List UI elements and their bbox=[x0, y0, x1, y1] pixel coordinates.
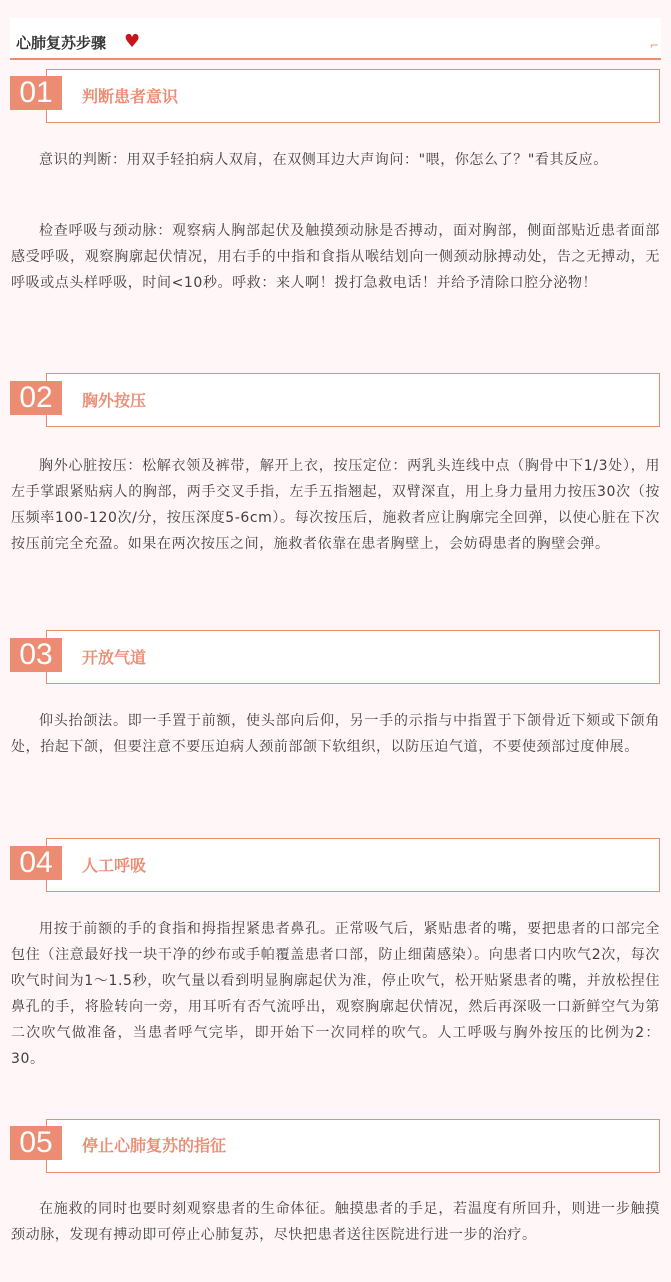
paragraph-breathing-check: 检查呼吸与颈动脉：观察病人胸部起伏及触摸颈动脉是否搏动，面对胸部，侧面部贴近患者面部感受呼吸，观察胸廓起伏情况，用右手的中指和食指从喉结划向一侧颈动脉搏动处，告之无搏动，无呼吸或点头样呼吸，时间<10秒。呼救：来人啊！拨打急救电话！并给予清除口腔分泌物！ bbox=[11, 223, 660, 291]
corner-mark: ⌐ bbox=[649, 39, 659, 52]
paragraph-chest-compression: 胸外心脏按压：松解衣领及裤带，解开上衣，按压定位：两乳头连线中点（胸骨中下1/3处），用左手掌跟紧贴病人的胸部，两手交叉手指，左手五指翘起，双臂深直，用上身力量用力按压30次（按压频率100-120次/分，按压深度5-6cm）。每次按压后，施救者应让胸廓完全回弹，以使心脏在下次按压前完全充盈。如果在两次按压之间，施救者依靠在患者胸壁上，会妨碍患者的胸壁会弹。 bbox=[11, 458, 660, 552]
paragraph-stop-cpr: 在施救的同时也要时刻观察患者的生命体征。触摸患者的手足，若温度有所回升，则进一步触摸颈动脉，发现有搏动即可停止心肺复苏，尽快把患者送往医院进行进一步的治疗。 bbox=[11, 1201, 660, 1243]
section-title: 胸外按压 bbox=[82, 391, 147, 410]
section-title: 停止心肺复苏的指征 bbox=[82, 1136, 227, 1155]
page-header bbox=[10, 18, 661, 60]
section-number-badge: 01 bbox=[10, 76, 62, 110]
heart-icon: ♥ bbox=[124, 31, 141, 52]
section-number-badge: 02 bbox=[10, 381, 62, 415]
paragraph-consciousness: 意识的判断：用双手轻拍病人双肩，在双侧耳边大声询问："喂，你怎么了？"看其反应。 bbox=[39, 152, 608, 168]
section-title: 开放气道 bbox=[82, 648, 147, 667]
section-number-badge: 04 bbox=[10, 846, 62, 880]
section-title: 人工呼吸 bbox=[82, 856, 147, 875]
section-number-badge: 05 bbox=[10, 1126, 62, 1160]
paragraph-open-airway: 仰头抬颌法。即一手置于前额，使头部向后仰，另一手的示指与中指置于下颌骨近下颏或下颌角处，抬起下颌，但要注意不要压迫病人颈前部颌下软组织，以防压迫气道，不要使颈部过度伸展。 bbox=[11, 713, 660, 755]
page-title: 心肺复苏步骤 bbox=[16, 34, 107, 52]
paragraph-rescue-breathing: 用按于前额的手的食指和拇指捏紧患者鼻孔。正常吸气后，紧贴患者的嘴，要把患者的口部完全包住（注意最好找一块干净的纱布或手帕覆盖患者口部，防止细菌感染）。向患者口内吹气2次，每次吹气时间为1～1.5秒，吹气量以看到明显胸廓起伏为准，停止吹气，松开贴紧患者的嘴，并放松捏住鼻孔的手，将脸转向一旁，用耳听有否气流呼出，观察胸廓起伏情况，然后再深吸一口新鲜空气为第二次吹气做准备，当患者呼气完毕，即开始下一次同样的吹气。人工呼吸与胸外按压的比例为2：30。 bbox=[11, 921, 660, 1067]
section-number-badge: 03 bbox=[10, 638, 62, 672]
section-title: 判断患者意识 bbox=[82, 87, 179, 106]
